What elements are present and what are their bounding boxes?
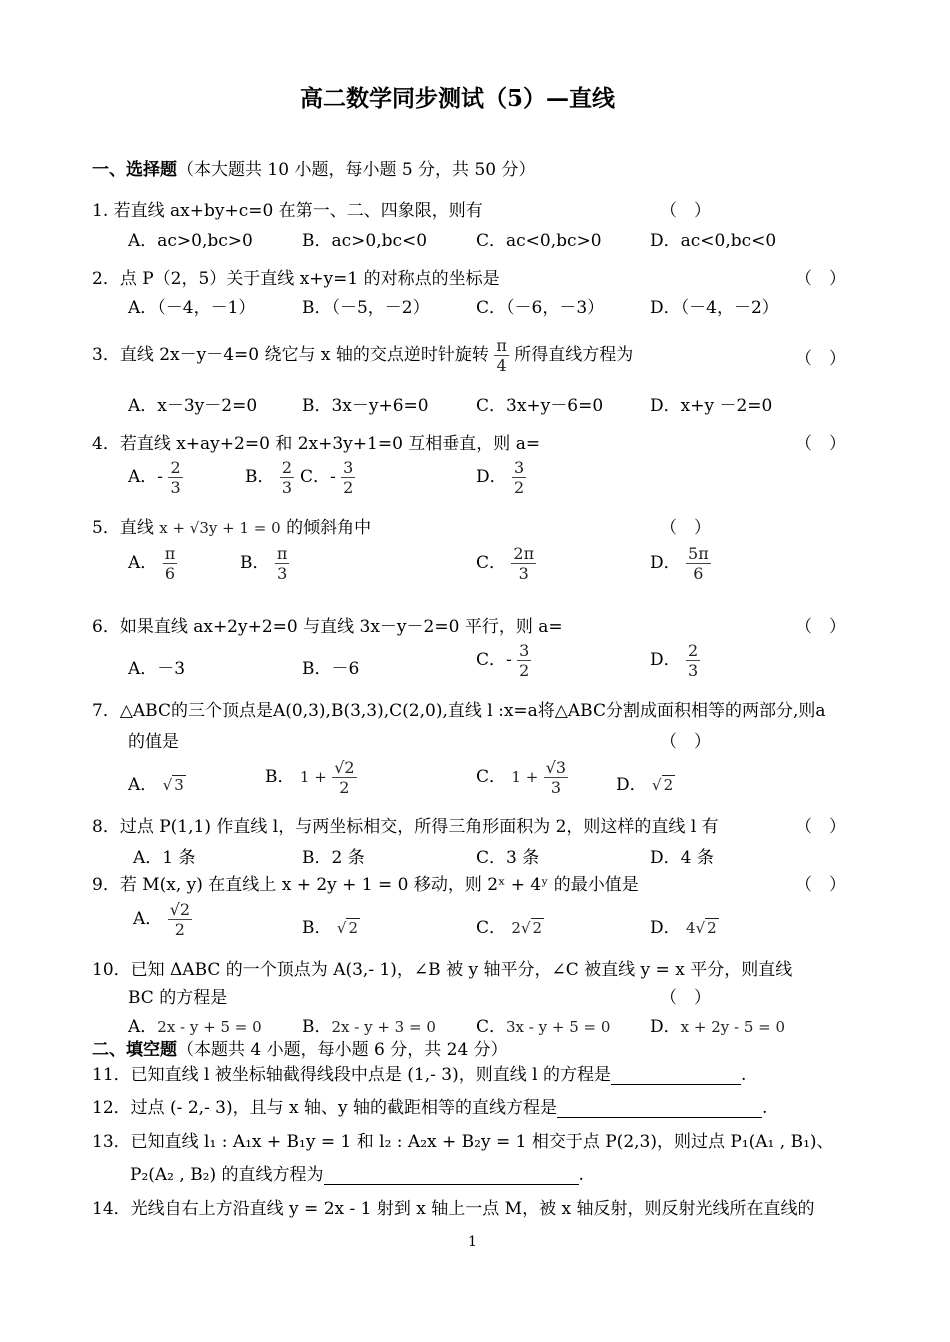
q1-option-a: A．ac>0,bc>0 (128, 231, 253, 251)
page-title: 高二数学同步测试（5）—直线 (300, 85, 616, 112)
q6-answer-paren: （ ） (795, 617, 846, 637)
q4-c-den: 2 (343, 478, 354, 498)
q2-option-a: A．（－4，－1） (128, 298, 256, 318)
q10-answer-paren: （ ） (660, 988, 711, 1008)
q4-c-fraction (341, 458, 355, 497)
q6-c-label: C．- (476, 650, 512, 671)
q9-d-label: D． (650, 918, 681, 938)
q9-a-label: A． (133, 909, 163, 930)
q9-c-radicand: 2 (532, 919, 543, 937)
q12-stem: 12．过点 (- 2,- 3)，且与 x 轴、y 轴的截距相等的直线方程是 (92, 1098, 558, 1118)
q4-option-d (476, 458, 526, 497)
q5-a-den: 6 (164, 564, 176, 584)
q6-d-fraction (686, 641, 700, 680)
q7-option-c (476, 758, 568, 797)
q14-stem: 14．光线自右上方沿直线 y = 2x - 1 射到 x 轴上一点 M，被 x 轴反射，则反射光线所在直线的 (92, 1199, 815, 1219)
q13-line2 (130, 1160, 584, 1185)
section-heading-1 (92, 155, 536, 180)
q2-option-c: C．（－6，－3） (476, 298, 605, 318)
q7-option-a (128, 770, 186, 795)
q9-b-radicand: 2 (348, 919, 359, 937)
q7-stem-line2: 的值是 (128, 732, 179, 752)
q6-stem: 6．如果直线 ax+2y+2=0 与直线 3x－y－2=0 平行，则 a= (92, 617, 563, 637)
q5-b-label: B． (240, 553, 270, 574)
q11 (92, 1060, 746, 1085)
q3-option-a: A．x－3y－2=0 (128, 396, 258, 416)
q10-option-b (302, 1012, 436, 1037)
q4-option-c (300, 458, 355, 497)
q5-d-label: D． (650, 553, 681, 574)
q4-c-num: 3 (343, 458, 354, 477)
q4-a-den: 3 (170, 478, 181, 498)
q10-a-label: A． (128, 1017, 158, 1037)
q9-d-coef: 4 (686, 919, 696, 937)
q9-option-d (650, 913, 719, 938)
q5-c-label: C． (476, 553, 507, 574)
q9-stem: 9．若 M(x, y) 在直线上 x + 2y + 1 = 0 移动，则 2ˣ + 4ʸ 的最小值是 (92, 875, 639, 895)
q6-d-num: 2 (688, 641, 699, 660)
q7-b-den: 2 (339, 778, 350, 798)
q10-option-d (650, 1012, 785, 1037)
q10-d-label: D． (650, 1017, 681, 1037)
q7-c-prefix: 1 + (511, 768, 539, 787)
q10-stem: 10．已知 ΔABC 的一个顶点为 A(3,- 1)，∠B 被 y 轴平分，∠C 被直线 y = x 平分，则直线 (92, 960, 793, 980)
q5-answer-paren: （ ） (660, 518, 711, 538)
q3-option-c: C．3x+y－6=0 (476, 396, 604, 416)
q2-option-b: B．（－5，－2） (302, 298, 430, 318)
q7-b-num: √2 (334, 758, 355, 777)
q5-b-den: 3 (277, 564, 288, 584)
q5-a-fraction (163, 544, 178, 583)
q11-stem: 11．已知直线 l 被坐标轴截得线段中点是 (1,- 3)，则直线 l 的方程是 (92, 1065, 611, 1085)
q1-answer-paren: （ ） (660, 201, 711, 221)
q5-c-den: 3 (518, 564, 529, 584)
q4-b-fraction (280, 458, 294, 497)
q5-d-num: 5π (688, 544, 709, 563)
q1-option-d: D．ac<0,bc<0 (650, 231, 777, 251)
q10-b-equation: 2x - y + 3 = 0 (331, 1018, 436, 1036)
q4-b-label: B． (245, 467, 275, 488)
q2-option-d: D．（－4，－2） (650, 298, 779, 318)
q7-c-fraction (544, 758, 568, 797)
q5-a-num: π (164, 544, 176, 563)
q10-b-label: B． (302, 1017, 332, 1037)
q9-c-expr: 2√ 2 (511, 919, 543, 937)
q3-option-b: B．3x－y+6=0 (302, 396, 429, 416)
q4-d-label: D． (476, 467, 507, 488)
q7-c-den: 3 (550, 778, 561, 798)
q4-a-num: 2 (170, 458, 181, 477)
q10-a-equation: 2x - y + 5 = 0 (157, 1018, 262, 1036)
q10-c-equation: 3x - y + 5 = 0 (506, 1018, 611, 1036)
q4-d-num: 3 (514, 458, 525, 477)
q7-a-sqrt: √ 3 (162, 776, 184, 794)
q3-stem-tail: 所得直线方程为 (514, 345, 634, 366)
q6-option-b: B．－6 (302, 659, 360, 679)
q7-stem: 7．△ABC的三个顶点是A(0,3),B(3,3),C(2,0),直线 l :x=a将△ABC分割成面积相等的两部分,则a (92, 701, 826, 721)
q4-d-den: 2 (514, 478, 525, 498)
q3-answer-paren: （ ） (795, 349, 846, 369)
q5-stem-text: 5．直线 (92, 518, 154, 538)
q7-answer-paren: （ ） (660, 732, 711, 752)
q5-a-label: A． (128, 553, 158, 574)
q4-d-fraction (512, 458, 526, 497)
q3-fraction (494, 336, 509, 375)
q4-c-label: C．- (300, 467, 336, 488)
section-note: （本题共 4 小题，每小题 6 分，共 24 分） (177, 1040, 508, 1060)
q5-b-num: π (276, 544, 288, 563)
q9-c-coef: 2 (511, 919, 521, 937)
q9-option-c (476, 913, 544, 938)
q3-stem-text: 3．直线 2x－y－4=0 绕它与 x 轴的交点逆时针旋转 (92, 345, 489, 366)
q7-d-sqrt: √ 2 (652, 776, 674, 794)
q10-option-a (128, 1012, 262, 1037)
q5-option-c (476, 544, 536, 583)
q4-a-fraction (168, 458, 182, 497)
q4-b-num: 2 (281, 458, 293, 477)
q8-option-b: B．2 条 (302, 848, 365, 868)
q5-stem-tail: 的倾斜角中 (286, 518, 372, 538)
q10-d-equation: x + 2y - 5 = 0 (680, 1018, 786, 1036)
q7-c-num: √3 (545, 758, 567, 777)
q4-stem: 4．若直线 x+ay+2=0 和 2x+3y+1=0 互相垂直，则 a= (92, 434, 541, 454)
q13-stem: 13．已知直线 l₁ : A₁x + B₁y = 1 和 l₂ : A₂x + B₂y = 1 相交于点 P(2,3)，则过点 P₁(A₁ , B₁)、 (92, 1132, 834, 1152)
q10-stem-line2: BC 的方程是 (128, 988, 228, 1008)
q6-option-c (476, 641, 531, 680)
q2-answer-paren: （ ） (795, 269, 846, 289)
q8-option-c: C．3 条 (476, 848, 540, 868)
q9-a-num: √2 (169, 900, 191, 919)
q7-a-label: A． (128, 775, 158, 795)
q8-stem: 8．过点 P(1,1) 作直线 l，与两坐标相交，所得三角形面积为 2，则这样的直线 l 有 (92, 817, 719, 837)
q4-b-den: 3 (281, 478, 293, 498)
q9-answer-paren: （ ） (795, 875, 846, 895)
q13-end: . (578, 1165, 584, 1185)
q1-option-b: B．ac>0,bc<0 (302, 231, 428, 251)
q5-c-fraction (511, 544, 536, 583)
q3-option-d: D．x+y －2=0 (650, 396, 773, 416)
q7-b-label: B． (265, 767, 295, 788)
q1-stem: 1. 若直线 ax+by+c=0 在第一、二、四象限，则有 (92, 201, 483, 221)
q7-b-fraction (332, 758, 356, 797)
q9-d-radicand: 2 (707, 919, 717, 937)
q5-d-fraction (686, 544, 711, 583)
q9-d-expr: 4√ 2 (686, 919, 717, 937)
q8-answer-paren: （ ） (795, 817, 846, 837)
q6-c-fraction (517, 641, 531, 680)
q9-c-label: C． (476, 918, 507, 938)
q7-option-d (616, 770, 675, 795)
section-title: 一、选择题 (92, 160, 177, 180)
q9-option-b (302, 913, 360, 938)
q12 (92, 1093, 767, 1118)
q7-c-label: C． (476, 767, 507, 788)
q5-c-num: 2π (513, 544, 535, 563)
q7-b-prefix: 1 + (299, 768, 327, 787)
section-note: （本大题共 10 小题，每小题 5 分，共 50 分） (177, 160, 536, 180)
q9-b-sqrt: √ 2 (336, 919, 359, 937)
q6-option-a: A．－3 (128, 659, 186, 679)
q4-option-a (128, 458, 183, 497)
q5-b-fraction (275, 544, 290, 583)
q4-a-label: A．- (128, 467, 164, 488)
q5-option-b (240, 544, 289, 583)
q6-d-label: D． (650, 650, 681, 671)
q2-stem: 2．点 P（2，5）关于直线 x+y=1 的对称点的坐标是 (92, 269, 500, 289)
q5-d-den: 6 (693, 564, 704, 584)
section-heading-2 (92, 1035, 508, 1060)
section-title: 二、填空题 (92, 1040, 177, 1060)
q11-end: . (740, 1065, 747, 1085)
q10-option-c (476, 1012, 610, 1037)
q9-option-a (133, 900, 192, 939)
q9-a-fraction (168, 900, 192, 939)
q6-option-d (650, 641, 700, 680)
q12-answer-blank[interactable] (557, 1117, 762, 1118)
q4-option-b (245, 458, 294, 497)
q5-equation: x + √3y + 1 = 0 (159, 519, 281, 537)
q11-answer-blank[interactable] (611, 1084, 741, 1085)
q13-answer-blank[interactable] (324, 1184, 579, 1185)
q1-option-c: C．ac<0,bc>0 (476, 231, 602, 251)
q9-a-den: 2 (174, 920, 185, 940)
q6-c-den: 2 (519, 661, 530, 681)
q7-option-b (265, 758, 357, 797)
q12-end: . (762, 1098, 768, 1118)
q8-option-a: A．1 条 (133, 848, 196, 868)
q5-stem (92, 513, 371, 538)
page-number: 1 (468, 1234, 477, 1250)
q10-c-label: C． (476, 1017, 507, 1037)
q9-b-label: B． (302, 918, 332, 938)
q3-frac-num: π (496, 336, 507, 355)
q13-stem-line2: P₂(A₂ , B₂) 的直线方程为 (130, 1165, 324, 1185)
q3-frac-den: 4 (496, 356, 507, 376)
q7-d-radicand: 2 (663, 776, 674, 794)
q4-answer-paren: （ ） (795, 434, 846, 454)
q7-a-radicand: 3 (174, 776, 184, 794)
q6-c-num: 3 (519, 641, 530, 660)
q7-d-label: D． (616, 775, 647, 795)
q5-option-d (650, 544, 711, 583)
q3-stem (92, 336, 633, 375)
q8-option-d: D．4 条 (650, 848, 714, 868)
q6-d-den: 3 (688, 661, 699, 681)
q5-option-a (128, 544, 177, 583)
